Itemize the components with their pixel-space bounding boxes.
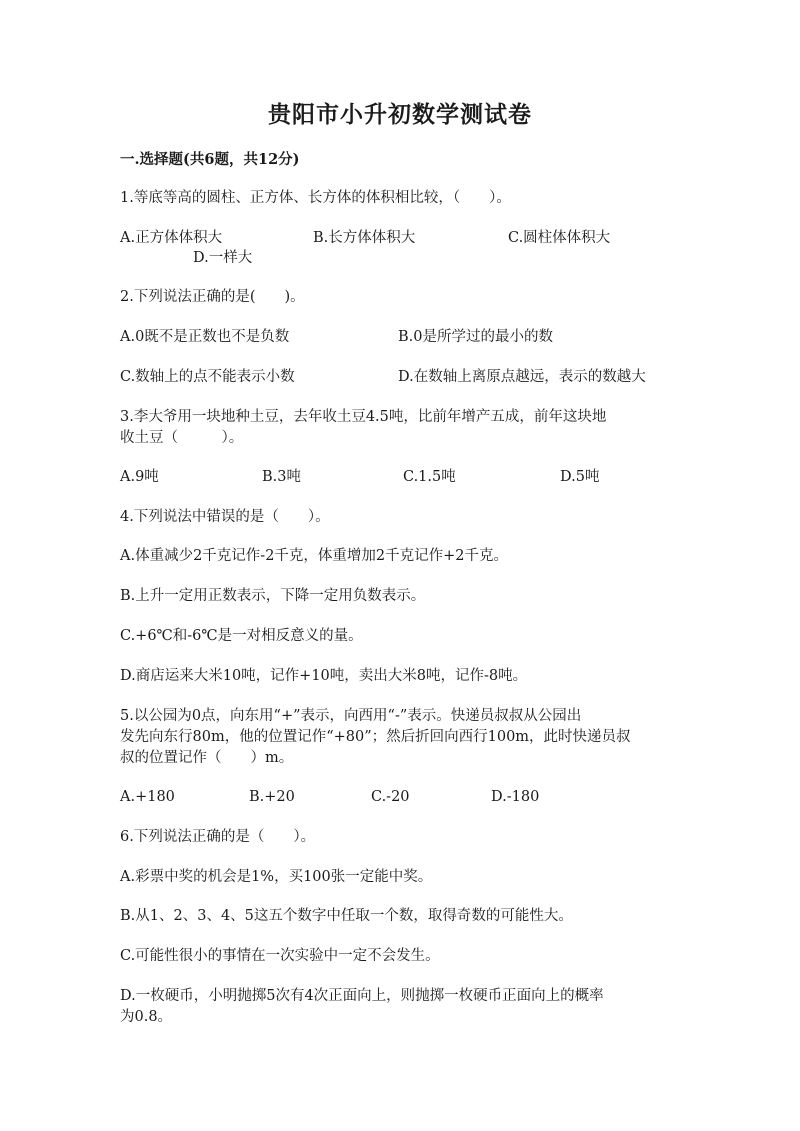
- q1-option-c: C.圆柱体体积大: [508, 230, 611, 246]
- section-heading: 一.选择题(共6题，共12分): [120, 151, 300, 168]
- q6-option-b: B.从1、2、3、4、5这五个数字中任取一个数，取得奇数的可能性大。: [120, 908, 573, 924]
- question-3-stem-line2: 收土豆（ ）。: [120, 430, 244, 446]
- q6-option-c: C.可能性很小的事情在一次实验中一定不会发生。: [120, 948, 440, 964]
- q2-option-c: C.数轴上的点不能表示小数: [120, 369, 295, 385]
- question-5-stem-line2: 发先向东行80m，他的位置记作“+80”；然后折回向西行100m，此时快递员叔: [120, 729, 631, 745]
- question-3-stem-line1: 3.李大爷用一块地种土豆，去年收土豆4.5吨，比前年增产五成，前年这块地: [120, 409, 607, 425]
- q5-option-a: A.+180: [120, 789, 175, 805]
- q1-option-b: B.长方体体积大: [313, 230, 416, 246]
- question-1-stem: 1.等底等高的圆柱、正方体、长方体的体积相比较，（ ）。: [120, 190, 511, 206]
- q3-option-a: A.9吨: [120, 469, 159, 485]
- q4-option-c: C.+6℃和-6℃是一对相反意义的量。: [120, 628, 363, 644]
- question-5-stem-line3: 叔的位置记作（ ）m。: [120, 750, 294, 766]
- question-6-stem: 6.下列说法正确的是（ ）。: [120, 829, 316, 845]
- q1-option-d: D.一样大: [193, 250, 253, 266]
- q6-option-d-line1: D.一枚硬币，小明抛掷5次有4次正面向上，则抛掷一枚硬币正面向上的概率: [120, 988, 604, 1004]
- q5-option-c: C.-20: [371, 789, 410, 805]
- q1-option-a: A.正方体体积大: [120, 230, 223, 246]
- q3-option-d: D.5吨: [560, 469, 600, 485]
- question-2-stem: 2.下列说法正确的是( )。: [120, 289, 305, 305]
- q2-option-d: D.在数轴上离原点越远，表示的数越大: [398, 369, 646, 385]
- question-4-stem: 4.下列说法中错误的是（ ）。: [120, 509, 330, 525]
- q4-option-b: B.上升一定用正数表示，下降一定用负数表示。: [120, 588, 426, 604]
- q3-option-c: C.1.5吨: [403, 469, 456, 485]
- q4-option-d: D.商店运来大米10吨，记作+10吨，卖出大米8吨，记作-8吨。: [120, 668, 528, 684]
- q2-option-a: A.0既不是正数也不是负数: [120, 329, 290, 345]
- q6-option-d-line2: 为0.8。: [120, 1009, 173, 1025]
- q3-option-b: B.3吨: [262, 469, 301, 485]
- q4-option-a: A.体重减少2千克记作-2千克，体重增加2千克记作+2千克。: [120, 548, 509, 564]
- q6-option-a: A.彩票中奖的机会是1%，买100张一定能中奖。: [120, 869, 433, 885]
- page-title: 贵阳市小升初数学测试卷: [268, 101, 532, 128]
- q5-option-d: D.-180: [491, 789, 540, 805]
- q5-option-b: B.+20: [249, 789, 295, 805]
- question-5-stem-line1: 5.以公园为0点，向东用“+”表示，向西用“-”表示。快递员叔叔从公园出: [120, 708, 582, 724]
- q2-option-b: B.0是所学过的最小的数: [398, 329, 553, 345]
